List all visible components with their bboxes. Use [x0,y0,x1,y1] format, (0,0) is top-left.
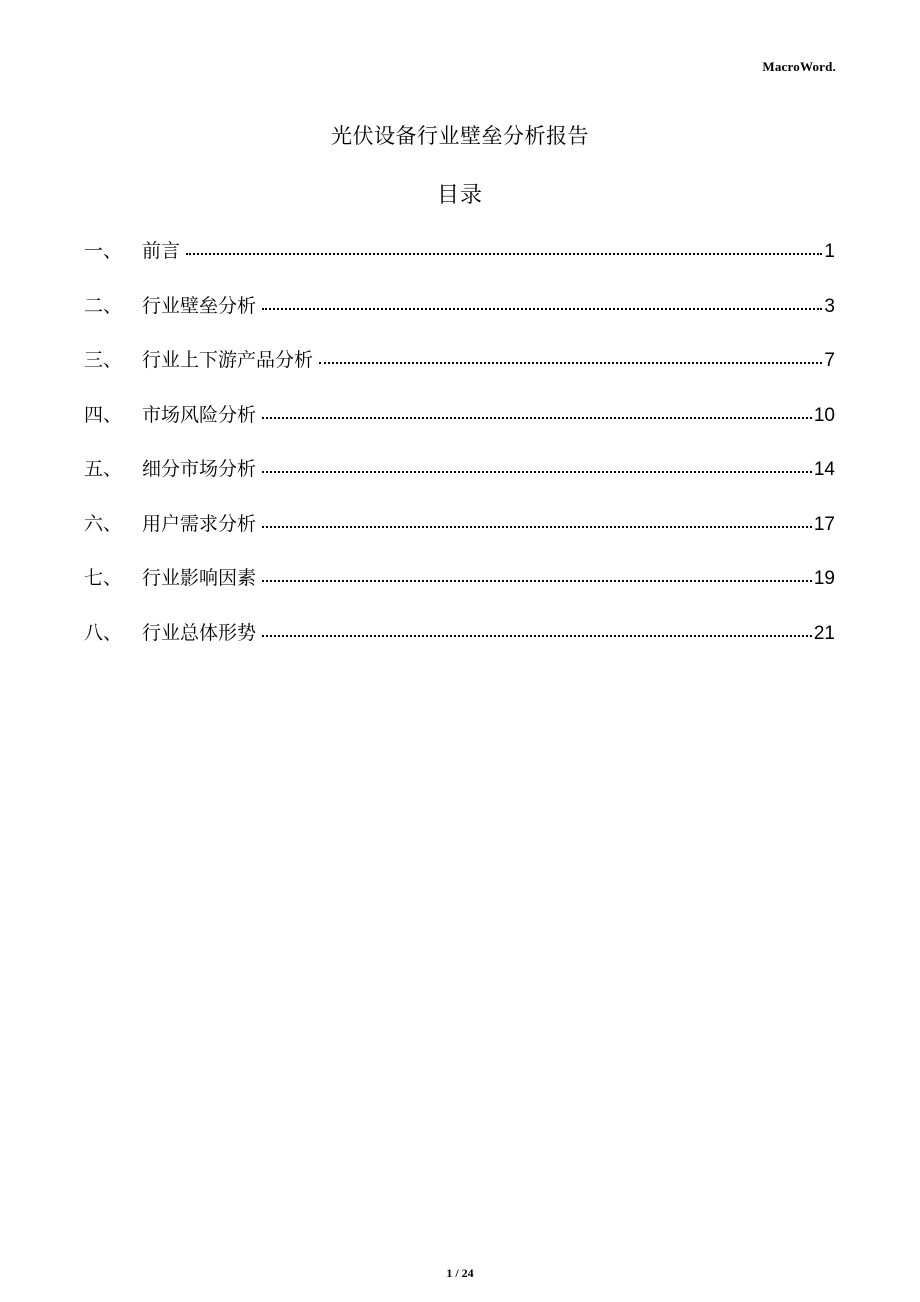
toc-entry-title: 前言 [142,240,181,262]
toc-dot-leader [262,455,812,475]
toc-dot-leader [262,564,812,584]
document-title: 光伏设备行业壁垒分析报告 [331,124,589,148]
toc-entry-page: 21 [813,622,835,644]
toc-entry[interactable] [84,454,835,509]
toc-entry-page: 17 [813,513,835,535]
toc-heading: 目录 [436,183,483,208]
toc-entry-number: 七、 [84,567,123,589]
toc-entry-page: 10 [813,404,835,426]
toc-dot-leader [262,292,822,312]
toc-entry-page: 1 [824,241,835,262]
toc-entry[interactable] [84,291,835,346]
toc-entry-page: 7 [824,350,835,371]
toc-entry-page: 14 [813,459,835,480]
page-indicator: 1 / 24 [446,1266,474,1280]
toc-entry-title: 用户需求分析 [142,512,257,535]
toc-entry[interactable] [84,400,835,455]
toc-entry-page: 3 [824,295,835,317]
toc-entry[interactable] [84,236,835,291]
toc-dot-leader [262,401,812,421]
header-brand: MacroWord. [762,59,836,74]
toc-entry[interactable] [84,563,835,618]
toc-entry-page: 19 [813,568,835,589]
toc-entry-number: 二、 [84,294,123,317]
toc-entry-title: 行业上下游产品分析 [142,349,314,371]
toc-entry[interactable] [84,509,835,564]
toc-entry-title: 行业影响因素 [142,567,257,589]
toc-entry-number: 六、 [84,512,123,535]
toc-dot-leader [262,510,812,530]
toc-entry[interactable] [84,618,835,673]
toc-dot-leader [186,237,822,257]
toc-entry-title: 细分市场分析 [142,458,257,480]
toc-entry[interactable] [84,345,835,400]
table-of-contents [84,236,835,672]
toc-entry-number: 四、 [84,403,123,426]
toc-entry-number: 八、 [84,621,123,644]
toc-entry-title: 行业总体形势 [142,621,257,644]
toc-dot-leader [262,619,812,639]
toc-dot-leader [319,346,822,366]
toc-entry-title: 行业壁垒分析 [142,294,257,317]
toc-entry-number: 五、 [84,458,123,480]
toc-entry-number: 三、 [84,349,123,371]
toc-entry-title: 市场风险分析 [142,403,257,426]
toc-entry-number: 一、 [84,240,123,262]
